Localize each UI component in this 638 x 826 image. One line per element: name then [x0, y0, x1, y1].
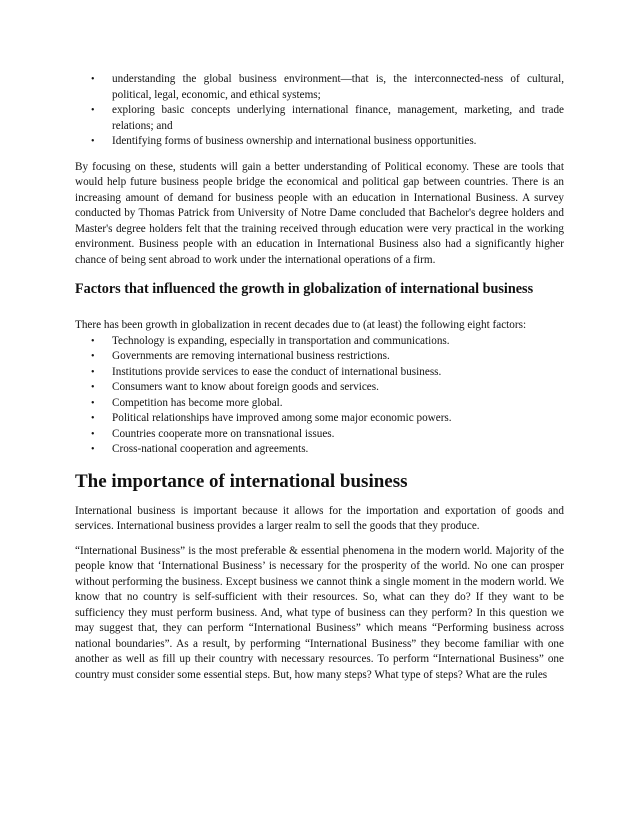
heading-factors: Factors that influenced the growth in globalization of international business [75, 281, 534, 297]
bullet-icon: • [91, 413, 95, 424]
list-item: • exploring basic concepts underlying international finance, management, marketing, and trade relations; and [91, 104, 564, 132]
list-item: • Political relationships have improved among some major economic powers. [75, 411, 564, 427]
paragraph-growth: There has been growth in globalization in recent decades due to (at least) the following eight factors: [75, 319, 527, 331]
bullet-icon: • [91, 428, 95, 440]
bullet-icon: • [91, 366, 95, 378]
bullet-icon: • [91, 444, 95, 455]
bullet-icon: • [91, 335, 95, 347]
list-item: • Countries cooperate more on transnational issues. [75, 427, 564, 443]
heading-importance: The importance of international business [75, 470, 408, 492]
document-page [75, 72, 564, 683]
bullet-icon: • [91, 382, 95, 393]
list-item: • Cross-national cooperation and agreements. [75, 442, 564, 458]
list-item: • Competition has become more global. [75, 396, 564, 412]
list-item: • Technology is expanding, especially in transportation and communications. [75, 334, 564, 350]
paragraph-international-business: “International Business” is the most preferable & essential phenomena in the modern world. Majority of the people know that ‘International Business’ is necessary for the prosperity of the world. No one can prosper without performing the business. Except business we cannot think a single moment in the modern world. We know that no country is self-sufficient with their resources. So, what can they do? If they want to be sufficiency they must perform business. And, what type of business can they perform? In this question we may suggest that, they can perform “International Business” which means “Performing business across national boundaries”. As a result, by performing “International Business” they become familiar with one another as well as fill up their country with necessary resources. To perform “International Business” one country must consider some essential steps. But, how many steps? What type of steps? What are the rules [75, 544, 564, 681]
list-item: • Governments are removing international business restrictions. [75, 349, 564, 365]
factors-bullet-list [75, 334, 564, 458]
paragraph-political-economy: By focusing on these, students will gain a better understanding of Political economy. These are tools that would help future business people bridge the economical and political gap between countries. There is an increasing amount of demand for business people with an education in International Business. A survey conducted by Thomas Patrick from University of Notre Dame concluded that Bachelor's degree holders and Master's degree holders felt that the training received through education were very practical in the working environment. Business people with an education in International Business also had a significantly higher chance of being sent abroad to work under the international operations of a firm. [75, 160, 564, 266]
paragraph-importance: International business is important because it allows for the importation and exportation of goods and services. International business provides a larger realm to sell the goods that they produce. [75, 504, 564, 532]
bullet-icon: • [91, 105, 95, 116]
list-item: • Consumers want to know about foreign goods and services. [75, 380, 564, 396]
bullet-icon: • [91, 351, 95, 362]
list-item: • Identifying forms of business ownership and international business opportunities. [75, 134, 564, 150]
list-item: • understanding the global business environment—that is, the interconnected-ness of cultural, political, legal, economic, and ethical systems; [91, 73, 564, 101]
list-item: • Institutions provide services to ease the conduct of international business. [75, 365, 564, 381]
bullet-icon: • [91, 136, 95, 147]
bullet-icon: • [91, 74, 95, 85]
bullet-icon: • [91, 397, 95, 409]
intro-bullet-list [75, 72, 564, 150]
